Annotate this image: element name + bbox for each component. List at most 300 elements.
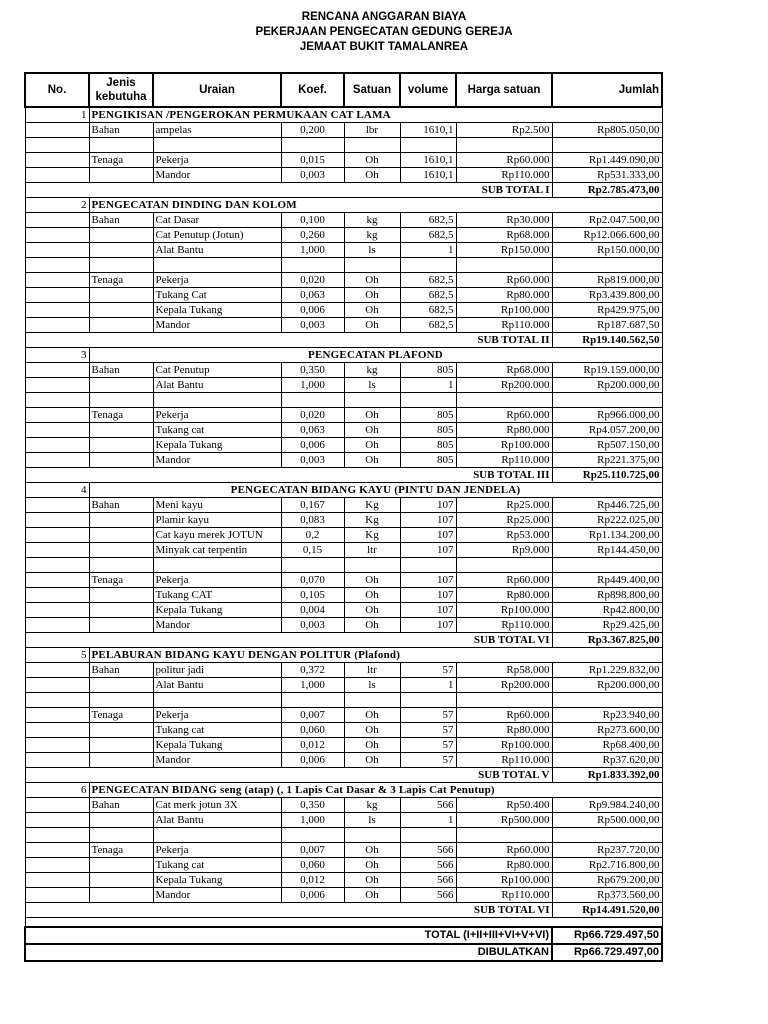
item-row xyxy=(25,243,662,258)
harga-cell: Rp100.000 xyxy=(456,303,552,318)
item-row xyxy=(25,753,662,768)
document-title xyxy=(0,10,768,55)
satuan-cell: Oh xyxy=(344,453,400,468)
koef-cell: 0,006 xyxy=(281,303,344,318)
jenis-cell: Tenaga xyxy=(89,408,153,423)
item-row xyxy=(25,438,662,453)
satuan-cell: Oh xyxy=(344,888,400,903)
subtotal-label: SUB TOTAL II xyxy=(25,333,552,348)
volume-cell: 57 xyxy=(400,753,456,768)
empty-cell xyxy=(400,558,456,573)
jumlah-cell: Rp531.333,00 xyxy=(552,168,662,183)
no-cell xyxy=(25,678,89,693)
harga-cell: Rp80.000 xyxy=(456,423,552,438)
no-cell xyxy=(25,528,89,543)
jumlah-cell: Rp23.940,00 xyxy=(552,708,662,723)
satuan-cell: Oh xyxy=(344,423,400,438)
item-row xyxy=(25,318,662,333)
jenis-cell xyxy=(89,858,153,873)
jumlah-cell: Rp449.400,00 xyxy=(552,573,662,588)
koef-cell: 0,070 xyxy=(281,573,344,588)
total-label: TOTAL (I+II+III+VI+V+VI) xyxy=(25,927,552,944)
empty-cell xyxy=(552,138,662,153)
jumlah-cell: Rp200.000,00 xyxy=(552,378,662,393)
item-row xyxy=(25,498,662,513)
no-cell xyxy=(25,573,89,588)
uraian-cell: Alat Bantu xyxy=(153,813,281,828)
section-number: 3 xyxy=(25,348,89,363)
header-jenis: Jenis kebutuha xyxy=(89,73,153,107)
total-value: Rp66.729.497,50 xyxy=(552,927,662,944)
section-title: PENGECATAN PLAFOND xyxy=(89,348,662,363)
subtotal-value: Rp3.367.825,00 xyxy=(552,633,662,648)
jumlah-cell: Rp29.425,00 xyxy=(552,618,662,633)
jenis-cell xyxy=(89,588,153,603)
title-line-1: RENCANA ANGGARAN BIAYA xyxy=(301,11,467,23)
item-row xyxy=(25,513,662,528)
item-row xyxy=(25,873,662,888)
harga-cell: Rp58.000 xyxy=(456,663,552,678)
koef-cell: 0,006 xyxy=(281,438,344,453)
volume-cell: 107 xyxy=(400,618,456,633)
uraian-cell: Pekerja xyxy=(153,273,281,288)
section-title: PELABURAN BIDANG KAYU DENGAN POLITUR (Plafond) xyxy=(89,648,662,663)
header-no: No. xyxy=(25,73,89,107)
section-header-row xyxy=(25,198,662,213)
uraian-cell: Mandor xyxy=(153,318,281,333)
jenis-cell xyxy=(89,303,153,318)
harga-cell: Rp30.000 xyxy=(456,213,552,228)
empty-cell xyxy=(25,558,89,573)
empty-cell xyxy=(400,828,456,843)
harga-cell: Rp110.000 xyxy=(456,753,552,768)
uraian-cell: Tukang cat xyxy=(153,858,281,873)
no-cell xyxy=(25,738,89,753)
jenis-cell xyxy=(89,618,153,633)
satuan-cell: Oh xyxy=(344,843,400,858)
empty-cell xyxy=(344,258,400,273)
harga-cell: Rp200.000 xyxy=(456,378,552,393)
empty-cell xyxy=(281,258,344,273)
empty-cell xyxy=(25,828,89,843)
satuan-cell: Kg xyxy=(344,513,400,528)
satuan-cell: Oh xyxy=(344,153,400,168)
satuan-cell: Oh xyxy=(344,303,400,318)
header-jumlah: Jumlah xyxy=(552,73,662,107)
empty-cell xyxy=(153,558,281,573)
uraian-cell: Mandor xyxy=(153,618,281,633)
item-row xyxy=(25,543,662,558)
jumlah-cell: Rp4.057.200,00 xyxy=(552,423,662,438)
satuan-cell: Oh xyxy=(344,603,400,618)
uraian-cell: Alat Bantu xyxy=(153,678,281,693)
totals-body xyxy=(25,918,662,962)
jenis-cell xyxy=(89,738,153,753)
uraian-cell: Mandor xyxy=(153,888,281,903)
harga-cell: Rp100.000 xyxy=(456,873,552,888)
item-row xyxy=(25,723,662,738)
jenis-cell: Bahan xyxy=(89,213,153,228)
jenis-cell xyxy=(89,318,153,333)
item-row xyxy=(25,288,662,303)
empty-cell xyxy=(153,393,281,408)
uraian-cell: Pekerja xyxy=(153,408,281,423)
rounded-label: DIBULATKAN xyxy=(25,944,552,961)
no-cell xyxy=(25,153,89,168)
volume-cell: 1 xyxy=(400,678,456,693)
no-cell xyxy=(25,798,89,813)
jumlah-cell: Rp805.050,00 xyxy=(552,123,662,138)
volume-cell: 682,5 xyxy=(400,318,456,333)
koef-cell: 0,105 xyxy=(281,588,344,603)
satuan-cell: lbr xyxy=(344,123,400,138)
jenis-cell: Bahan xyxy=(89,498,153,513)
jenis-cell xyxy=(89,888,153,903)
empty-cell xyxy=(456,693,552,708)
budget-table xyxy=(24,72,663,962)
blank-row xyxy=(25,693,662,708)
harga-cell: Rp25.000 xyxy=(456,498,552,513)
koef-cell: 0,003 xyxy=(281,618,344,633)
no-cell xyxy=(25,408,89,423)
satuan-cell: ltr xyxy=(344,663,400,678)
harga-cell: Rp100.000 xyxy=(456,603,552,618)
satuan-cell: ls xyxy=(344,243,400,258)
satuan-cell: Oh xyxy=(344,318,400,333)
volume-cell: 566 xyxy=(400,888,456,903)
uraian-cell: Alat Bantu xyxy=(153,243,281,258)
volume-cell: 682,5 xyxy=(400,303,456,318)
koef-cell: 0,060 xyxy=(281,858,344,873)
uraian-cell: Plamir kayu xyxy=(153,513,281,528)
harga-cell: Rp110.000 xyxy=(456,618,552,633)
jumlah-cell: Rp2.047.500,00 xyxy=(552,213,662,228)
jenis-cell xyxy=(89,813,153,828)
uraian-cell: Cat Penutup xyxy=(153,363,281,378)
no-cell xyxy=(25,618,89,633)
item-row xyxy=(25,678,662,693)
koef-cell: 1,000 xyxy=(281,378,344,393)
satuan-cell: kg xyxy=(344,228,400,243)
item-row xyxy=(25,843,662,858)
koef-cell: 0,006 xyxy=(281,888,344,903)
satuan-cell: Oh xyxy=(344,708,400,723)
spacer-row xyxy=(25,918,662,928)
jenis-cell xyxy=(89,603,153,618)
empty-cell xyxy=(89,138,153,153)
empty-cell xyxy=(400,693,456,708)
harga-cell: Rp60.000 xyxy=(456,408,552,423)
empty-cell xyxy=(89,828,153,843)
no-cell xyxy=(25,228,89,243)
no-cell xyxy=(25,423,89,438)
section-number: 5 xyxy=(25,648,89,663)
empty-cell xyxy=(344,558,400,573)
harga-cell: Rp60.000 xyxy=(456,843,552,858)
empty-cell xyxy=(456,828,552,843)
harga-cell: Rp68.000 xyxy=(456,228,552,243)
uraian-cell: ampelas xyxy=(153,123,281,138)
koef-cell: 0,006 xyxy=(281,753,344,768)
empty-cell xyxy=(89,558,153,573)
koef-cell: 0,007 xyxy=(281,843,344,858)
satuan-cell: Oh xyxy=(344,873,400,888)
header-volume: volume xyxy=(400,73,456,107)
subtotal-row xyxy=(25,468,662,483)
empty-cell xyxy=(344,693,400,708)
satuan-cell: Oh xyxy=(344,858,400,873)
jumlah-cell: Rp429.975,00 xyxy=(552,303,662,318)
header-uraian: Uraian xyxy=(153,73,281,107)
empty-cell xyxy=(400,258,456,273)
jumlah-cell: Rp221.375,00 xyxy=(552,453,662,468)
satuan-cell: kg xyxy=(344,213,400,228)
section-header-row xyxy=(25,483,662,498)
jumlah-cell: Rp42.800,00 xyxy=(552,603,662,618)
jumlah-cell: Rp2.716.800,00 xyxy=(552,858,662,873)
empty-cell xyxy=(456,258,552,273)
volume-cell: 57 xyxy=(400,663,456,678)
empty-cell xyxy=(281,558,344,573)
no-cell xyxy=(25,453,89,468)
jumlah-cell: Rp187.687,50 xyxy=(552,318,662,333)
koef-cell: 0,100 xyxy=(281,213,344,228)
empty-cell xyxy=(552,693,662,708)
satuan-cell: ls xyxy=(344,813,400,828)
volume-cell: 805 xyxy=(400,408,456,423)
jumlah-cell: Rp898.800,00 xyxy=(552,588,662,603)
empty-cell xyxy=(344,138,400,153)
jumlah-cell: Rp819.000,00 xyxy=(552,273,662,288)
satuan-cell: Oh xyxy=(344,753,400,768)
harga-cell: Rp110.000 xyxy=(456,318,552,333)
item-row xyxy=(25,618,662,633)
jenis-cell: Bahan xyxy=(89,123,153,138)
empty-cell xyxy=(153,828,281,843)
total-row xyxy=(25,927,662,944)
jumlah-cell: Rp37.620,00 xyxy=(552,753,662,768)
empty-cell xyxy=(89,393,153,408)
jenis-cell: Bahan xyxy=(89,363,153,378)
koef-cell: 0,060 xyxy=(281,723,344,738)
volume-cell: 107 xyxy=(400,528,456,543)
uraian-cell: Tukang cat xyxy=(153,723,281,738)
subtotal-label: SUB TOTAL I xyxy=(25,183,552,198)
jumlah-cell: Rp1.229.832,00 xyxy=(552,663,662,678)
satuan-cell: Oh xyxy=(344,588,400,603)
no-cell xyxy=(25,708,89,723)
item-row xyxy=(25,378,662,393)
koef-cell: 0,260 xyxy=(281,228,344,243)
jenis-cell xyxy=(89,513,153,528)
section-title: PENGECATAN BIDANG seng (atap) (, 1 Lapis Cat Dasar & 3 Lapis Cat Penutup) xyxy=(89,783,662,798)
no-cell xyxy=(25,273,89,288)
no-cell xyxy=(25,168,89,183)
jenis-cell: Tenaga xyxy=(89,843,153,858)
no-cell xyxy=(25,663,89,678)
satuan-cell: Oh xyxy=(344,408,400,423)
subtotal-value: Rp14.491.520,00 xyxy=(552,903,662,918)
no-cell xyxy=(25,123,89,138)
satuan-cell: kg xyxy=(344,363,400,378)
harga-cell: Rp100.000 xyxy=(456,738,552,753)
item-row xyxy=(25,453,662,468)
koef-cell: 0,350 xyxy=(281,798,344,813)
no-cell xyxy=(25,303,89,318)
volume-cell: 682,5 xyxy=(400,228,456,243)
satuan-cell: Oh xyxy=(344,273,400,288)
item-row xyxy=(25,603,662,618)
section-title: PENGECATAN DINDING DAN KOLOM xyxy=(89,198,662,213)
harga-cell: Rp60.000 xyxy=(456,573,552,588)
subtotal-row xyxy=(25,633,662,648)
item-row xyxy=(25,423,662,438)
volume-cell: 805 xyxy=(400,363,456,378)
satuan-cell: ls xyxy=(344,678,400,693)
blank-row xyxy=(25,828,662,843)
jenis-cell xyxy=(89,243,153,258)
satuan-cell: Oh xyxy=(344,438,400,453)
header-satuan: Satuan xyxy=(344,73,400,107)
blank-row xyxy=(25,258,662,273)
koef-cell: 0,15 xyxy=(281,543,344,558)
volume-cell: 566 xyxy=(400,843,456,858)
satuan-cell: Oh xyxy=(344,288,400,303)
uraian-cell: Mandor xyxy=(153,168,281,183)
jenis-cell: Tenaga xyxy=(89,573,153,588)
jumlah-cell: Rp68.400,00 xyxy=(552,738,662,753)
koef-cell: 0,063 xyxy=(281,288,344,303)
volume-cell: 566 xyxy=(400,858,456,873)
jenis-cell: Bahan xyxy=(89,663,153,678)
uraian-cell: Minyak cat terpentin xyxy=(153,543,281,558)
item-row xyxy=(25,363,662,378)
harga-cell: Rp150.000 xyxy=(456,243,552,258)
harga-cell: Rp53.000 xyxy=(456,528,552,543)
empty-cell xyxy=(400,138,456,153)
empty-cell xyxy=(456,393,552,408)
item-row xyxy=(25,228,662,243)
uraian-cell: Cat merk jotun 3X xyxy=(153,798,281,813)
harga-cell: Rp50.400 xyxy=(456,798,552,813)
jenis-cell xyxy=(89,423,153,438)
koef-cell: 0,003 xyxy=(281,318,344,333)
koef-cell: 0,020 xyxy=(281,273,344,288)
uraian-cell: Pekerja xyxy=(153,843,281,858)
item-row xyxy=(25,858,662,873)
empty-cell xyxy=(153,258,281,273)
koef-cell: 1,000 xyxy=(281,243,344,258)
volume-cell: 57 xyxy=(400,708,456,723)
subtotal-row xyxy=(25,333,662,348)
subtotal-value: Rp1.833.392,00 xyxy=(552,768,662,783)
no-cell xyxy=(25,873,89,888)
satuan-cell: kg xyxy=(344,798,400,813)
subtotal-value: Rp25.110.725,00 xyxy=(552,468,662,483)
jenis-cell xyxy=(89,528,153,543)
jenis-cell: Tenaga xyxy=(89,708,153,723)
subtotal-row xyxy=(25,183,662,198)
budget-table-body xyxy=(25,107,662,918)
jumlah-cell: Rp500.000,00 xyxy=(552,813,662,828)
no-cell xyxy=(25,588,89,603)
jumlah-cell: Rp373.560,00 xyxy=(552,888,662,903)
koef-cell: 0,003 xyxy=(281,168,344,183)
jenis-cell: Tenaga xyxy=(89,273,153,288)
jenis-cell xyxy=(89,228,153,243)
harga-cell: Rp60.000 xyxy=(456,273,552,288)
empty-cell xyxy=(25,693,89,708)
jumlah-cell: Rp237.720,00 xyxy=(552,843,662,858)
empty-cell xyxy=(344,828,400,843)
empty-cell xyxy=(281,393,344,408)
item-row xyxy=(25,573,662,588)
subtotal-row xyxy=(25,903,662,918)
item-row xyxy=(25,528,662,543)
uraian-cell: Tukang CAT xyxy=(153,588,281,603)
koef-cell: 0,2 xyxy=(281,528,344,543)
satuan-cell: Oh xyxy=(344,168,400,183)
header-harga: Harga satuan xyxy=(456,73,552,107)
empty-cell xyxy=(552,258,662,273)
no-cell xyxy=(25,888,89,903)
empty-cell xyxy=(344,393,400,408)
satuan-cell: Kg xyxy=(344,528,400,543)
section-number: 1 xyxy=(25,107,89,123)
koef-cell: 0,003 xyxy=(281,453,344,468)
harga-cell: Rp110.000 xyxy=(456,168,552,183)
blank-row xyxy=(25,138,662,153)
empty-cell xyxy=(552,558,662,573)
no-cell xyxy=(25,843,89,858)
harga-cell: Rp60.000 xyxy=(456,153,552,168)
no-cell xyxy=(25,363,89,378)
uraian-cell: Kepala Tukang xyxy=(153,603,281,618)
section-header-row xyxy=(25,107,662,123)
empty-cell xyxy=(400,393,456,408)
rounded-row xyxy=(25,944,662,961)
no-cell xyxy=(25,603,89,618)
item-row xyxy=(25,798,662,813)
koef-cell: 0,012 xyxy=(281,738,344,753)
no-cell xyxy=(25,498,89,513)
jumlah-cell: Rp144.450,00 xyxy=(552,543,662,558)
jumlah-cell: Rp150.000,00 xyxy=(552,243,662,258)
volume-cell: 805 xyxy=(400,453,456,468)
volume-cell: 1 xyxy=(400,813,456,828)
uraian-cell: Cat Dasar xyxy=(153,213,281,228)
volume-cell: 566 xyxy=(400,798,456,813)
volume-cell: 107 xyxy=(400,603,456,618)
jumlah-cell: Rp12.066.600,00 xyxy=(552,228,662,243)
uraian-cell: politur jadi xyxy=(153,663,281,678)
empty-cell xyxy=(552,828,662,843)
satuan-cell: ls xyxy=(344,378,400,393)
jenis-cell xyxy=(89,168,153,183)
jumlah-cell: Rp273.600,00 xyxy=(552,723,662,738)
item-row xyxy=(25,273,662,288)
koef-cell: 1,000 xyxy=(281,813,344,828)
harga-cell: Rp110.000 xyxy=(456,453,552,468)
item-row xyxy=(25,588,662,603)
header-koef: Koef. xyxy=(281,73,344,107)
no-cell xyxy=(25,318,89,333)
jumlah-cell: Rp1.449.090,00 xyxy=(552,153,662,168)
volume-cell: 682,5 xyxy=(400,213,456,228)
jenis-cell xyxy=(89,378,153,393)
jumlah-cell: Rp507.150,00 xyxy=(552,438,662,453)
no-cell xyxy=(25,723,89,738)
